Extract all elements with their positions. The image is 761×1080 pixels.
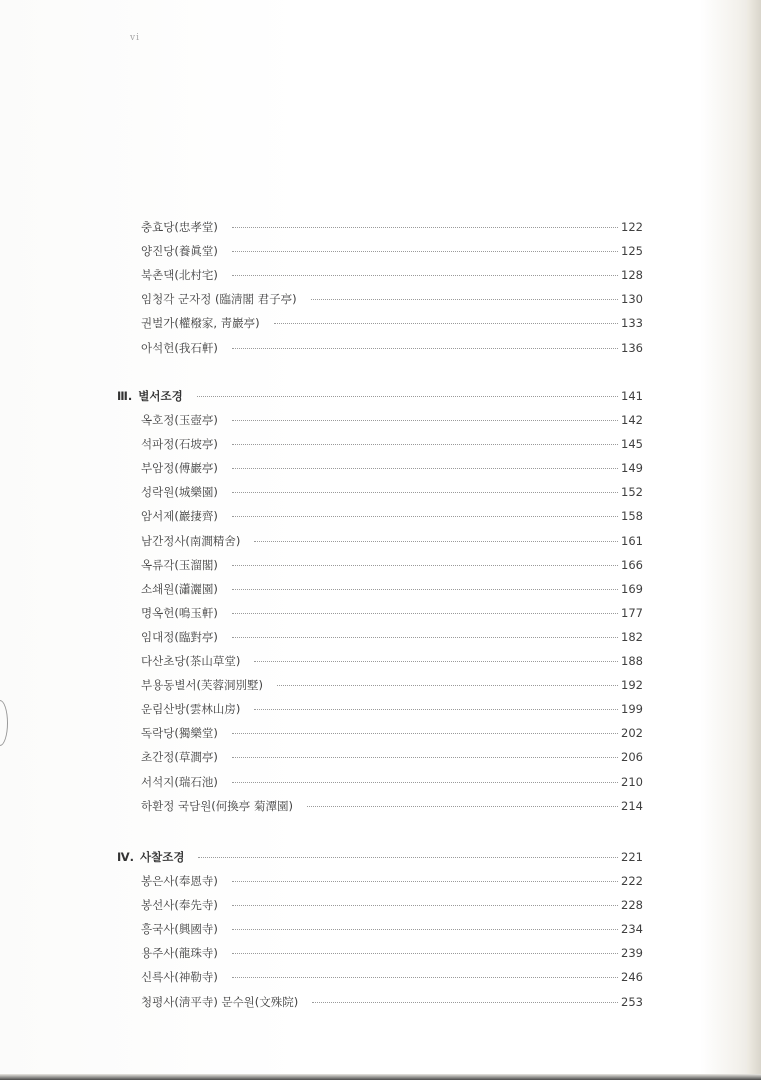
entry-title — [141, 605, 218, 621]
toc-entry[interactable] — [141, 484, 643, 500]
entry-title — [141, 725, 218, 741]
toc-entry[interactable] — [141, 315, 643, 331]
toc-section-heading[interactable] — [117, 388, 643, 404]
entry-title — [141, 677, 263, 693]
dot-leader — [232, 443, 618, 445]
entry-title — [141, 749, 218, 765]
page-ref: 199 — [621, 702, 643, 717]
title-text: 암서제(巖捿齊) — [141, 509, 218, 524]
dot-leader — [232, 564, 618, 566]
entry-title — [141, 798, 293, 814]
page-ref: 234 — [621, 922, 643, 937]
dot-leader — [232, 732, 618, 734]
page-ref: 239 — [621, 946, 643, 961]
entry-title — [141, 969, 218, 985]
title-text: 임청각 군자정 (臨淸閣 君子亭) — [141, 292, 297, 307]
dot-leader — [232, 756, 618, 758]
toc-entry[interactable] — [141, 605, 643, 621]
page-ref: 149 — [621, 461, 643, 476]
dot-leader — [307, 805, 618, 807]
entry-title — [141, 921, 218, 937]
page-ref: 202 — [621, 726, 643, 741]
entry-title — [141, 873, 218, 889]
toc-entry[interactable] — [141, 581, 643, 597]
dot-leader — [254, 540, 618, 542]
entry-title — [141, 994, 298, 1010]
dot-leader — [232, 274, 618, 276]
title-text: 독락당(獨樂堂) — [141, 726, 218, 741]
page-ref: 133 — [621, 316, 643, 331]
dot-leader — [232, 976, 618, 978]
dot-leader — [254, 708, 618, 710]
entry-title — [141, 460, 218, 476]
dot-leader — [232, 226, 618, 228]
dot-leader — [232, 952, 618, 954]
toc-entry[interactable] — [141, 629, 643, 645]
entry-title — [141, 581, 218, 597]
title-text: 아석헌(我石軒) — [141, 340, 218, 355]
toc-entry[interactable] — [141, 725, 643, 741]
title-text: 옥호정(玉壺亭) — [141, 413, 218, 427]
page-ref: 152 — [621, 485, 643, 500]
page-ref: 188 — [621, 654, 643, 668]
page-ref: 206 — [621, 750, 643, 765]
page-ref: 145 — [621, 437, 643, 452]
page-ref: 246 — [621, 970, 643, 985]
title-text: 권벌가(權橃家, 靑巖亭) — [141, 316, 260, 331]
page-ref: 158 — [621, 509, 643, 524]
page-ref: 228 — [621, 898, 643, 913]
entry-title — [141, 653, 240, 669]
entry-title — [141, 897, 218, 913]
dot-leader — [232, 250, 618, 252]
entry-title — [141, 436, 218, 452]
toc-entry[interactable] — [141, 774, 643, 790]
dot-leader — [198, 856, 618, 858]
page-ref: 166 — [621, 557, 643, 572]
page-ref: 161 — [621, 533, 643, 548]
page-number: vi — [130, 33, 140, 43]
page-ref: 182 — [621, 629, 643, 644]
page-ref: 125 — [621, 244, 643, 259]
page-ref: 177 — [621, 605, 643, 620]
toc-entry[interactable] — [141, 749, 643, 765]
entry-title — [141, 340, 218, 356]
entry-title — [141, 701, 240, 717]
toc-entry[interactable] — [141, 533, 643, 549]
page-ref: 169 — [621, 581, 643, 596]
toc-entry[interactable] — [141, 653, 643, 669]
toc-entry[interactable] — [141, 508, 643, 524]
toc-entry[interactable] — [141, 267, 643, 283]
title-text: 청평사(淸平寺) 문수원(文殊院) — [141, 994, 299, 1009]
title-text: 부용동별서(芙蓉洞別墅) — [141, 678, 264, 693]
entry-title — [141, 533, 240, 549]
dot-leader — [232, 347, 618, 349]
toc-entry[interactable] — [141, 436, 643, 452]
section-title — [117, 388, 183, 404]
page-ref: 128 — [621, 268, 643, 283]
dot-leader — [232, 588, 618, 590]
dot-leader — [232, 928, 618, 930]
title-text: 부암정(傅巖亭) — [141, 461, 218, 476]
title-text: 사찰조경 — [140, 850, 185, 864]
title-text: 임대정(臨對亭) — [141, 629, 218, 644]
entry-title — [141, 557, 218, 573]
toc-entry[interactable] — [141, 291, 643, 307]
page-ref: 122 — [621, 220, 643, 234]
page-ref: 214 — [621, 798, 643, 813]
page-ref: 142 — [621, 413, 643, 427]
dot-leader — [232, 467, 618, 469]
entry-title — [141, 629, 218, 645]
toc-entry[interactable] — [141, 873, 643, 889]
page-ref: 192 — [621, 678, 643, 693]
title-text: 성락원(城樂園) — [141, 485, 218, 500]
toc-entry[interactable] — [141, 557, 643, 573]
dot-leader — [274, 322, 618, 324]
dot-leader — [311, 298, 618, 300]
section-title — [117, 849, 184, 865]
entry-title — [141, 219, 218, 235]
toc-entry[interactable] — [141, 798, 643, 814]
entry-title — [141, 315, 260, 331]
entry-title — [141, 945, 218, 961]
dot-leader — [232, 515, 618, 517]
entry-title — [141, 267, 218, 283]
title-text: 봉은사(奉恩寺) — [141, 874, 218, 888]
entry-title — [141, 412, 218, 428]
toc-entry[interactable] — [141, 243, 643, 259]
title-text: 양진당(養眞堂) — [141, 244, 218, 259]
section-numeral: Ⅲ. — [117, 389, 133, 403]
entry-title — [141, 243, 218, 259]
title-text: 서석지(瑞石池) — [141, 774, 218, 789]
dot-leader — [232, 419, 618, 421]
title-text: 충효당(忠孝堂) — [141, 220, 218, 234]
page-ref: 222 — [621, 874, 643, 888]
title-text: 명옥헌(鳴玉軒) — [141, 605, 218, 620]
toc-entry[interactable] — [141, 701, 643, 717]
toc-entry[interactable] — [141, 897, 643, 913]
dot-leader — [232, 636, 618, 638]
page-ref: 141 — [621, 389, 643, 403]
title-text: 옥류각(玉溜閣) — [141, 557, 218, 572]
dot-leader — [232, 491, 618, 493]
title-text: 흥국사(興國寺) — [141, 922, 218, 937]
title-text: 북촌댁(北村宅) — [141, 268, 218, 283]
title-text: 초간정(草澗亭) — [141, 750, 218, 765]
title-text: 신륵사(神勒寺) — [141, 970, 218, 985]
dot-leader — [232, 612, 618, 614]
entry-title — [141, 508, 218, 524]
title-text: 용주사(龍珠寺) — [141, 946, 218, 961]
toc-entry[interactable] — [141, 677, 643, 693]
title-text: 다산초당(茶山草堂) — [141, 654, 241, 668]
title-text: 남간정사(南澗精舍) — [141, 533, 241, 548]
title-text: 봉선사(奉先寺) — [141, 898, 218, 913]
page-ref: 130 — [621, 292, 643, 307]
section-numeral: Ⅳ. — [117, 850, 135, 864]
title-text: 운림산방(雲林山房) — [141, 702, 241, 717]
title-text: 석파정(石坡亭) — [141, 437, 218, 452]
toc-entry[interactable] — [141, 994, 643, 1010]
dot-leader — [277, 684, 618, 686]
title-text: 하환정 국담원(何換亭 菊潭園) — [141, 798, 293, 813]
toc-entry[interactable] — [141, 460, 643, 476]
dot-leader — [254, 660, 618, 662]
page-ref: 136 — [621, 340, 643, 355]
page-ref: 253 — [621, 994, 643, 1009]
page-ref: 210 — [621, 774, 643, 789]
dot-leader — [312, 1001, 618, 1003]
toc-entry[interactable] — [141, 969, 643, 985]
toc-entry[interactable] — [141, 945, 643, 961]
toc-entry[interactable] — [141, 412, 643, 428]
toc-entry[interactable] — [141, 219, 643, 235]
entry-title — [141, 291, 297, 307]
dot-leader — [197, 395, 618, 397]
page-ref: 221 — [621, 850, 643, 864]
title-text: 별서조경 — [138, 389, 183, 403]
dot-leader — [232, 904, 618, 906]
entry-title — [141, 484, 218, 500]
toc-entry[interactable] — [141, 921, 643, 937]
entry-title — [141, 774, 218, 790]
dot-leader — [232, 880, 618, 882]
toc-section-heading[interactable] — [117, 849, 643, 865]
dot-leader — [232, 781, 618, 783]
toc-entry[interactable] — [141, 340, 643, 356]
title-text: 소쇄원(瀟灑園) — [141, 581, 218, 596]
